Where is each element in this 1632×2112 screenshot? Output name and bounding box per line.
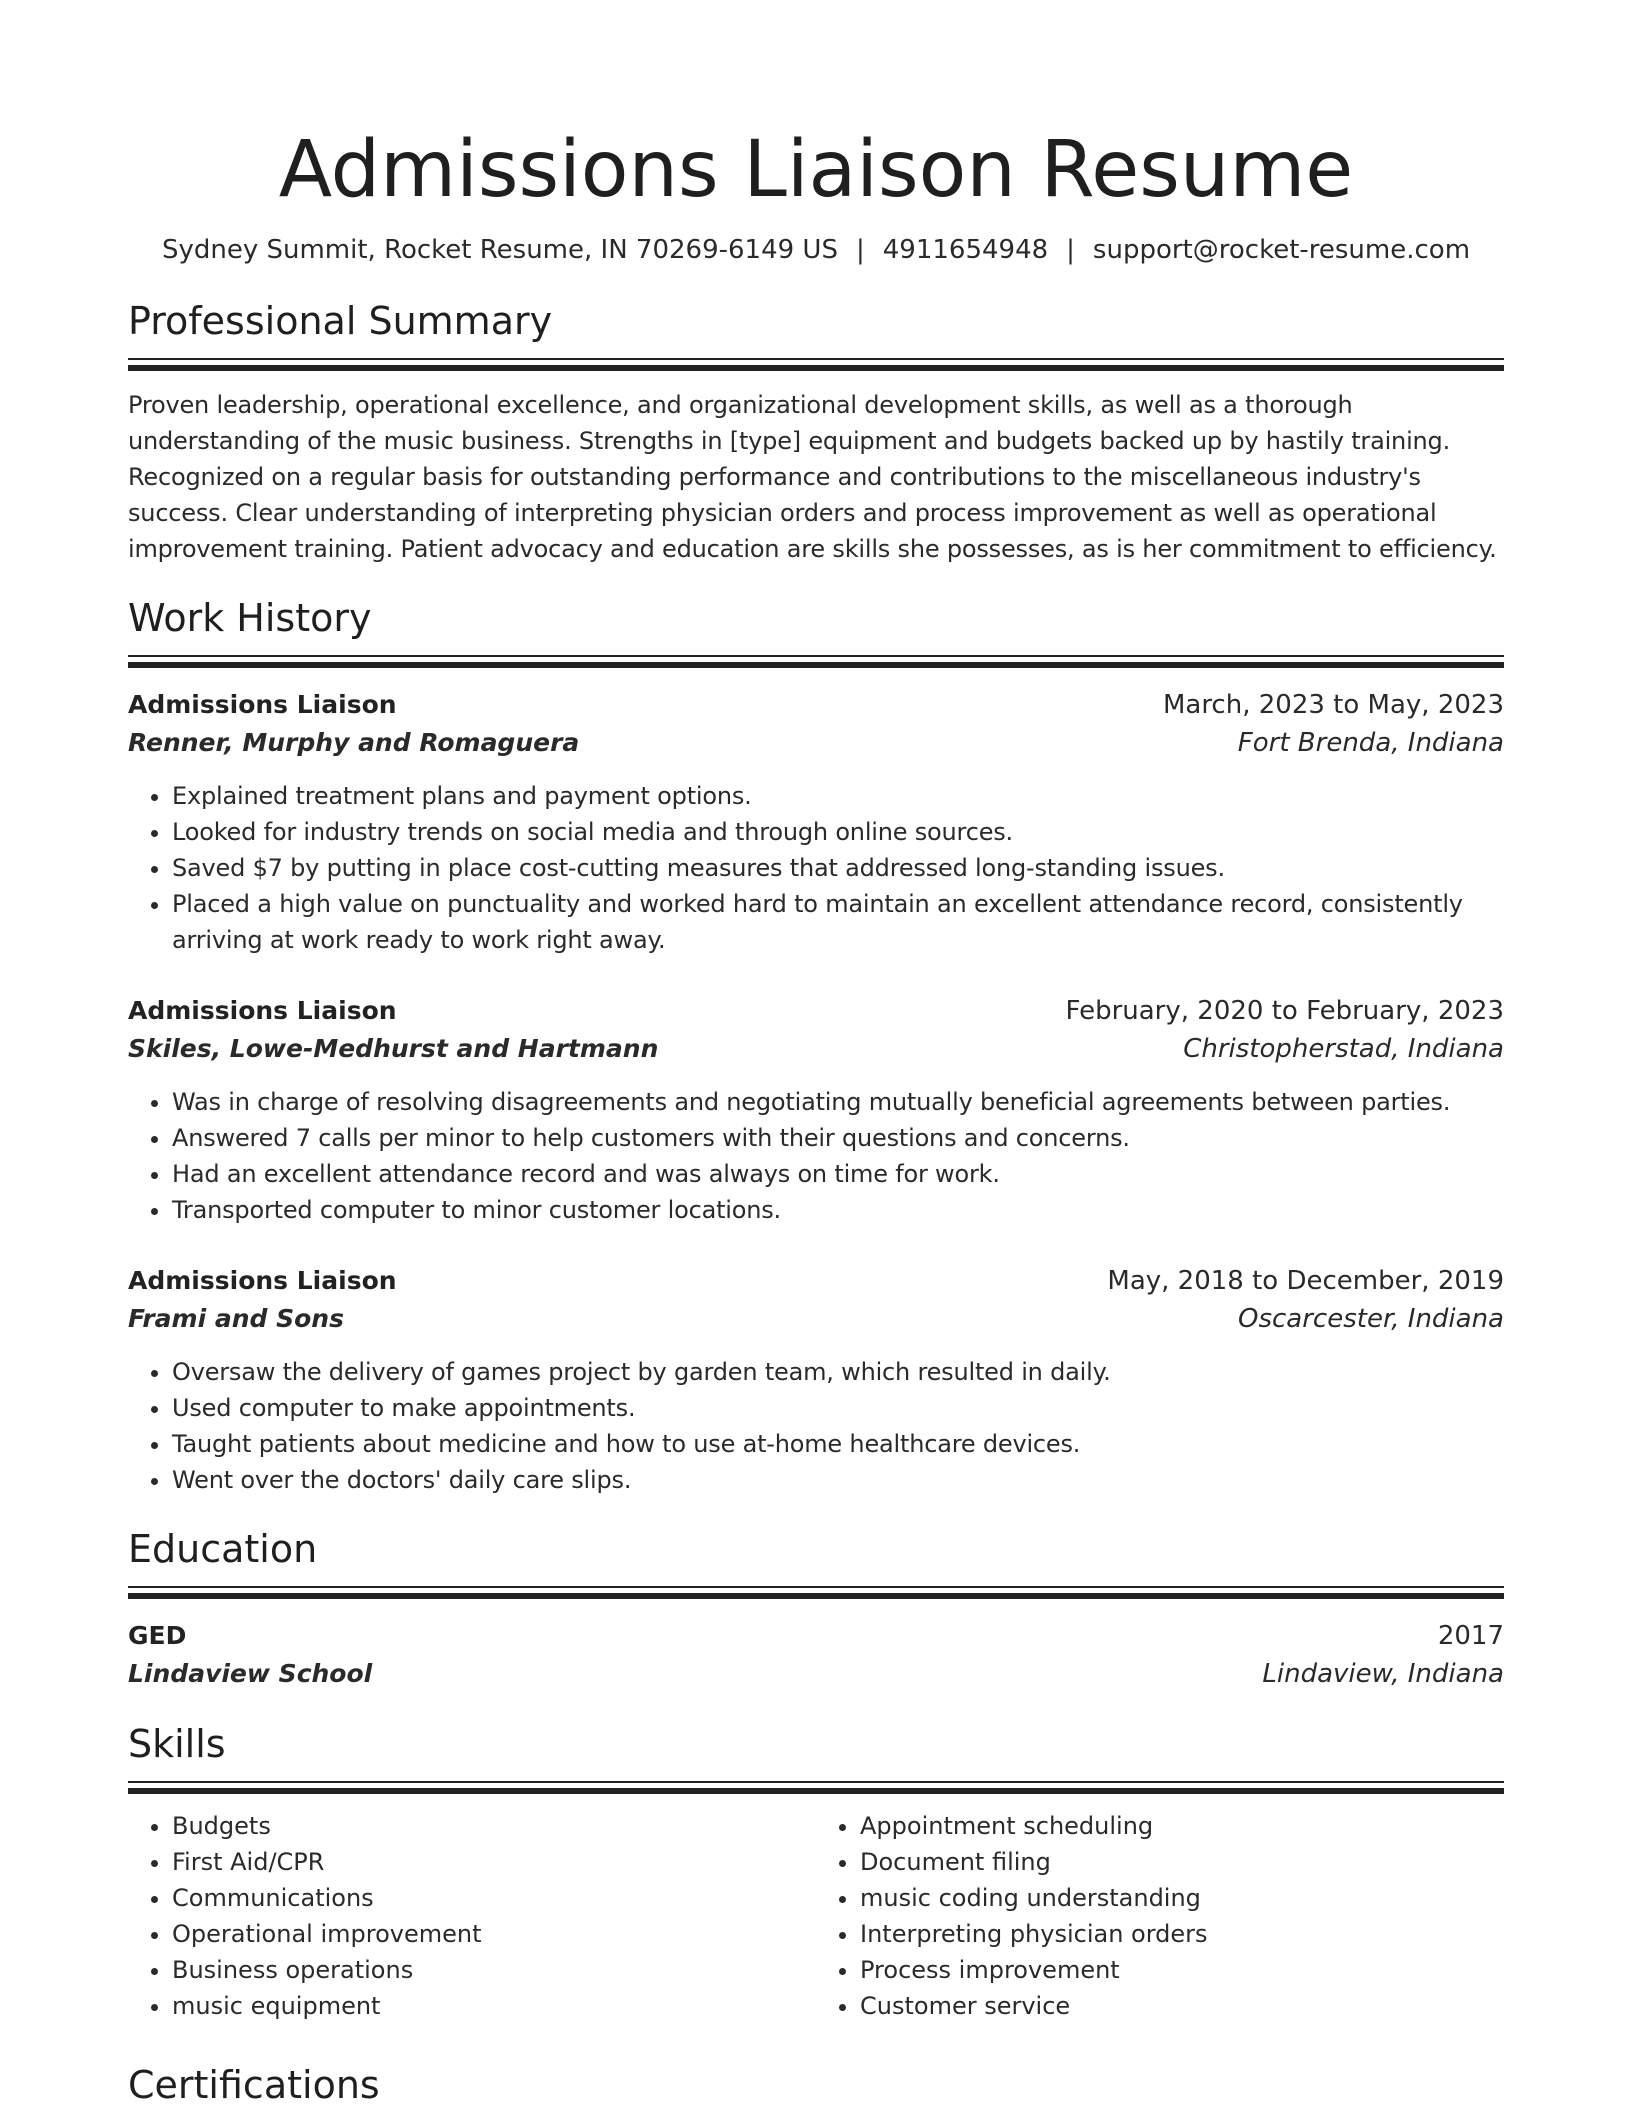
contact-email: support@rocket-resume.com <box>1092 235 1471 265</box>
skills-list <box>128 1808 1504 2024</box>
education-entry <box>128 1617 1504 1693</box>
education-school: Lindaview School <box>128 1659 373 1688</box>
list-item: • First Aid/CPR <box>172 1844 816 1880</box>
list-item: • music equipment <box>172 1988 816 2024</box>
section-heading: Certifications <box>128 2063 380 2107</box>
list-item: • Saved $7 by putting in place cost-cutting measures that addressed long-standing issues. <box>172 850 1504 886</box>
education-section <box>128 1524 1504 1693</box>
section-rule <box>128 1781 1504 1790</box>
list-item: • music coding understanding <box>860 1880 1504 1916</box>
contact-line <box>128 232 1504 268</box>
contact-separator: | <box>1066 235 1075 265</box>
job-title: Admissions Liaison <box>128 1266 397 1295</box>
contact-phone: 4911654948 <box>882 235 1049 265</box>
job-dates: May, 2018 to December, 2019 <box>1107 1266 1504 1296</box>
list-item: • Explained treatment plans and payment options. <box>172 778 1504 814</box>
job-entry <box>128 992 1504 1228</box>
job-entry <box>128 1262 1504 1498</box>
contact-separator: | <box>855 235 865 265</box>
section-rule <box>128 358 1504 367</box>
skills-section <box>128 1719 1504 2024</box>
job-location: Fort Brenda, Indiana <box>1237 728 1504 758</box>
list-item: • Communications <box>172 1880 816 1916</box>
page-title: Admissions Liaison Resume <box>278 125 1354 215</box>
section-rule <box>128 655 1504 664</box>
section-heading: Skills <box>128 1722 226 1766</box>
list-item: • Answered 7 calls per minor to help customers with their questions and concerns. <box>172 1120 1504 1156</box>
list-item: • Looked for industry trends on social media and through online sources. <box>172 814 1504 850</box>
list-item: • Went over the doctors' daily care slips. <box>172 1462 1504 1498</box>
job-bullets <box>128 1084 1504 1228</box>
section-rule <box>128 1586 1504 1595</box>
job-location: Christopherstad, Indiana <box>1183 1034 1504 1064</box>
work-history-section <box>128 593 1504 1498</box>
section-heading: Professional Summary <box>128 299 553 343</box>
list-item: • Used computer to make appointments. <box>172 1390 1504 1426</box>
education-degree: GED <box>128 1621 187 1650</box>
education-year: 2017 <box>1437 1621 1504 1651</box>
job-location: Oscarcester, Indiana <box>1237 1304 1504 1334</box>
job-title: Admissions Liaison <box>128 996 397 1025</box>
list-item: • Operational improvement <box>172 1916 816 1952</box>
section-heading: Education <box>128 1527 318 1571</box>
job-dates: February, 2020 to February, 2023 <box>1065 996 1504 1026</box>
skills-column-left <box>128 1808 816 2024</box>
list-item: • Taught patients about medicine and how to use at-home healthcare devices. <box>172 1426 1504 1462</box>
summary-text: Proven leadership, operational excellence, and organizational development skills, as well as a thorough understanding of the music business. Strengths in [type] equipment and budgets backed up by hastily training. Recognized on a regular basis for outstanding performance and contributions to the miscellaneous industry's success. Clear understanding of interpreting physician orders and process improvement as well as operational improvement training. Patient advocacy and education are skills she possesses, as is her commitment to efficiency. <box>128 391 1497 563</box>
job-entry <box>128 686 1504 958</box>
list-item: • Oversaw the delivery of games project by garden team, which resulted in daily. <box>172 1354 1504 1390</box>
list-item: • Appointment scheduling <box>860 1808 1504 1844</box>
list-item: • Placed a high value on punctuality and worked hard to maintain an excellent attendance record, consistently arriving at work ready to work right away. <box>172 886 1504 958</box>
list-item: • Transported computer to minor customer locations. <box>172 1192 1504 1228</box>
list-item: • Was in charge of resolving disagreements and negotiating mutually beneficial agreements between parties. <box>172 1084 1504 1120</box>
list-item: • Had an excellent attendance record and was always on time for work. <box>172 1156 1504 1192</box>
list-item: • Customer service <box>860 1988 1504 2024</box>
job-bullets <box>128 778 1504 958</box>
certifications-section <box>128 2060 1504 2110</box>
job-company: Renner, Murphy and Romaguera <box>128 728 580 757</box>
summary-section <box>128 296 1504 567</box>
job-bullets <box>128 1354 1504 1498</box>
job-company: Skiles, Lowe-Medhurst and Hartmann <box>128 1034 659 1063</box>
job-company: Frami and Sons <box>128 1304 344 1333</box>
job-title: Admissions Liaison <box>128 690 397 719</box>
section-heading: Work History <box>128 596 372 640</box>
list-item: • Document filing <box>860 1844 1504 1880</box>
list-item: • Interpreting physician orders <box>860 1916 1504 1952</box>
list-item: • Process improvement <box>860 1952 1504 1988</box>
skills-column-right <box>816 1808 1504 2024</box>
list-item: • Business operations <box>172 1952 816 1988</box>
list-item: • Budgets <box>172 1808 816 1844</box>
job-dates: March, 2023 to May, 2023 <box>1162 690 1504 720</box>
contact-address: Sydney Summit, Rocket Resume, IN 70269-6149 US <box>161 235 838 265</box>
education-location: Lindaview, Indiana <box>1262 1659 1504 1689</box>
